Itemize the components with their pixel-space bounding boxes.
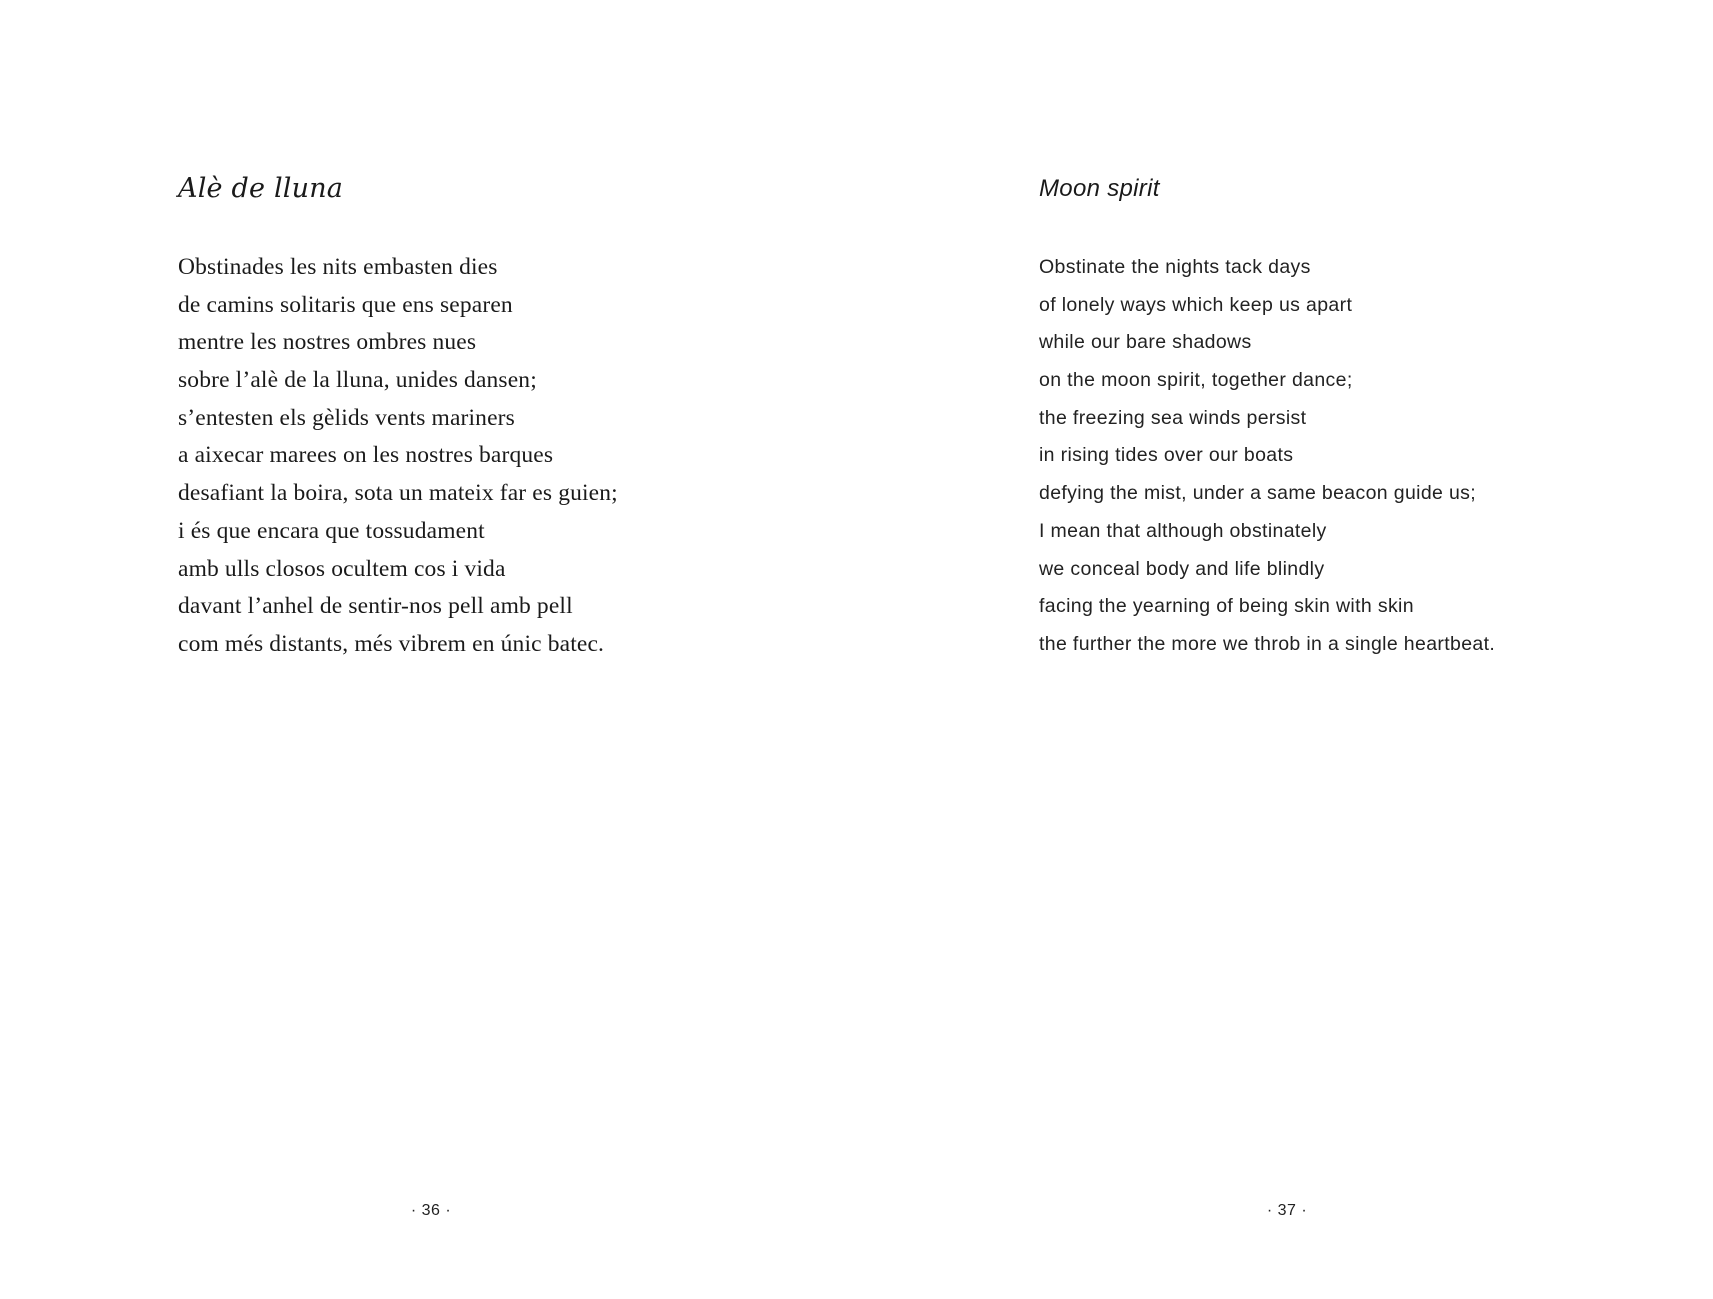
- page-number-right: · 37 ·: [1266, 1202, 1308, 1219]
- right-page: [856, 0, 1713, 1299]
- verse-line: Obstinades les nits embasten dies: [178, 254, 498, 280]
- verse-line: on the moon spirit, together dance;: [1039, 369, 1353, 392]
- verse-line: de camins solitaris que ens separen: [178, 291, 513, 318]
- verse-line: desafiant la boira, sota un mateix far es guien;: [178, 480, 618, 507]
- page-number-left: · 36 ·: [410, 1202, 452, 1219]
- verse-line: the further the more we throb in a single heartbeat.: [1039, 632, 1496, 655]
- poem-verses-catalan: [178, 249, 618, 664]
- verse-line: davant l’anhel de sentir-nos pell amb pell: [178, 593, 573, 620]
- verse-line: amb ulls closos ocultem cos i vida: [178, 555, 506, 582]
- verse-line: defying the mist, under a same beacon guide us;: [1039, 482, 1477, 505]
- verse-line: mentre les nostres ombres nues: [178, 329, 477, 356]
- verse-line: the freezing sea winds persist: [1039, 406, 1307, 429]
- verse-line: facing the yearning of being skin with skin: [1039, 595, 1414, 618]
- poem-verses-english: [1039, 249, 1495, 664]
- verse-line: com més distants, més vibrem en únic batec.: [178, 630, 605, 657]
- verse-line: Obstinate the nights tack days: [1039, 256, 1311, 278]
- verse-line: sobre l’alè de la lluna, unides dansen;: [178, 367, 537, 394]
- verse-line: while our bare shadows: [1039, 331, 1252, 354]
- poem-title-catalan: Alè de lluna: [178, 173, 344, 204]
- verse-line: of lonely ways which keep us apart: [1039, 293, 1353, 316]
- verse-line: a aixecar marees on les nostres barques: [178, 442, 554, 469]
- verse-line: s’entesten els gèlids vents mariners: [178, 404, 515, 431]
- poem-title-english: Moon spirit: [1039, 175, 1160, 202]
- verse-line: i és que encara que tossudament: [178, 517, 485, 544]
- verse-line: we conceal body and life blindly: [1039, 557, 1325, 580]
- left-page: [0, 0, 856, 1299]
- verse-line: I mean that although obstinately: [1039, 519, 1327, 542]
- verse-line: in rising tides over our boats: [1039, 444, 1294, 467]
